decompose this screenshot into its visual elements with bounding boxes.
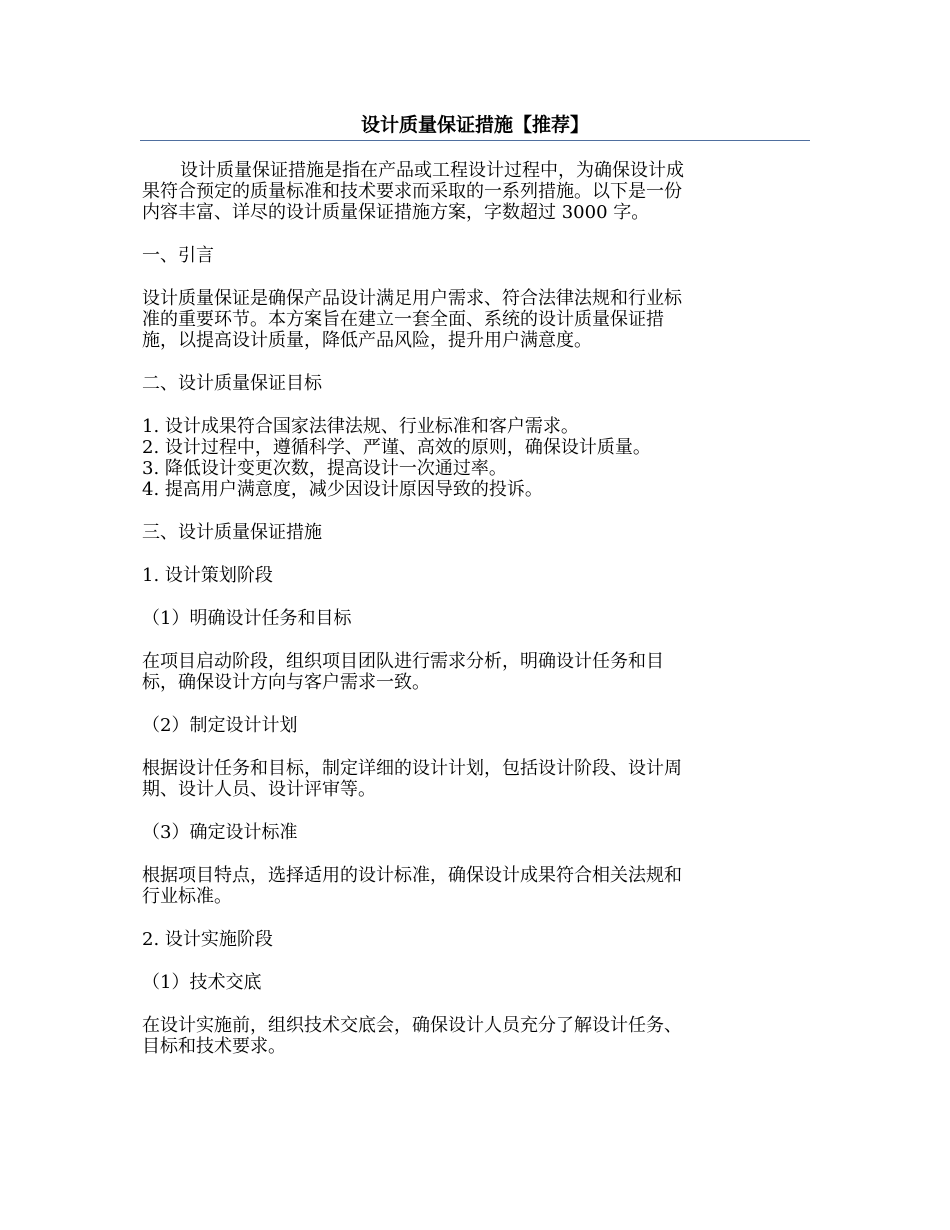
subheading-tech-briefing: （1）技术交底 bbox=[142, 972, 262, 993]
body-line: 根据项目特点，选择适用的设计标准，确保设计成果符合相关法规和 bbox=[142, 865, 682, 886]
section-heading-measures: 三、设计质量保证措施 bbox=[142, 522, 322, 543]
body-line: 在项目启动阶段，组织项目团队进行需求分析，明确设计任务和目 bbox=[142, 651, 664, 672]
body-design-standards bbox=[142, 865, 802, 907]
subheading-task-goals: （1）明确设计任务和目标 bbox=[142, 608, 352, 629]
body-line: 设计质量保证是确保产品设计满足用户需求、符合法律法规和行业标 bbox=[142, 288, 682, 309]
document-body bbox=[142, 160, 802, 1079]
body-line: 在设计实施前，组织技术交底会，确保设计人员充分了解设计任务、 bbox=[142, 1015, 682, 1036]
body-line: 行业标准。 bbox=[142, 886, 232, 907]
goals-list bbox=[142, 416, 802, 500]
body-line: 施，以提高设计质量，降低产品风险，提升用户满意度。 bbox=[142, 330, 592, 351]
subheading-design-standards: （3）确定设计标准 bbox=[142, 822, 298, 843]
body-tech-briefing bbox=[142, 1015, 802, 1057]
phase-heading-planning: 1. 设计策划阶段 bbox=[142, 565, 273, 586]
subheading-design-plan: （2）制定设计计划 bbox=[142, 715, 298, 736]
intro-paragraph bbox=[142, 160, 802, 223]
title-divider bbox=[140, 140, 810, 141]
list-item: 1. 设计成果符合国家法律法规、行业标准和客户需求。 bbox=[142, 416, 579, 437]
section-heading-intro: 一、引言 bbox=[142, 245, 214, 266]
list-item: 3. 降低设计变更次数，提高设计一次通过率。 bbox=[142, 458, 507, 479]
intro-line: 设计质量保证措施是指在产品或工程设计过程中，为确保设计成 bbox=[180, 160, 684, 181]
body-design-plan bbox=[142, 758, 802, 800]
intro-line: 果符合预定的质量标准和技术要求而采取的一系列措施。以下是一份 bbox=[142, 181, 682, 202]
body-line: 目标和技术要求。 bbox=[142, 1036, 286, 1057]
section-intro-body bbox=[142, 288, 802, 351]
document-title: 设计质量保证措施【推荐】 bbox=[360, 114, 589, 136]
phase-heading-implementation: 2. 设计实施阶段 bbox=[142, 929, 273, 950]
list-item: 4. 提高用户满意度，减少因设计原因导致的投诉。 bbox=[142, 479, 543, 500]
body-line: 标，确保设计方向与客户需求一致。 bbox=[142, 672, 430, 693]
section-heading-goals: 二、设计质量保证目标 bbox=[142, 373, 322, 394]
body-task-goals bbox=[142, 651, 802, 693]
body-line: 期、设计人员、设计评审等。 bbox=[142, 779, 376, 800]
body-line: 准的重要环节。本方案旨在建立一套全面、系统的设计质量保证措 bbox=[142, 309, 664, 330]
list-item: 2. 设计过程中，遵循科学、严谨、高效的原则，确保设计质量。 bbox=[142, 437, 651, 458]
body-line: 根据设计任务和目标，制定详细的设计计划，包括设计阶段、设计周 bbox=[142, 758, 682, 779]
intro-line: 内容丰富、详尽的设计质量保证措施方案，字数超过 3000 字。 bbox=[142, 202, 650, 223]
